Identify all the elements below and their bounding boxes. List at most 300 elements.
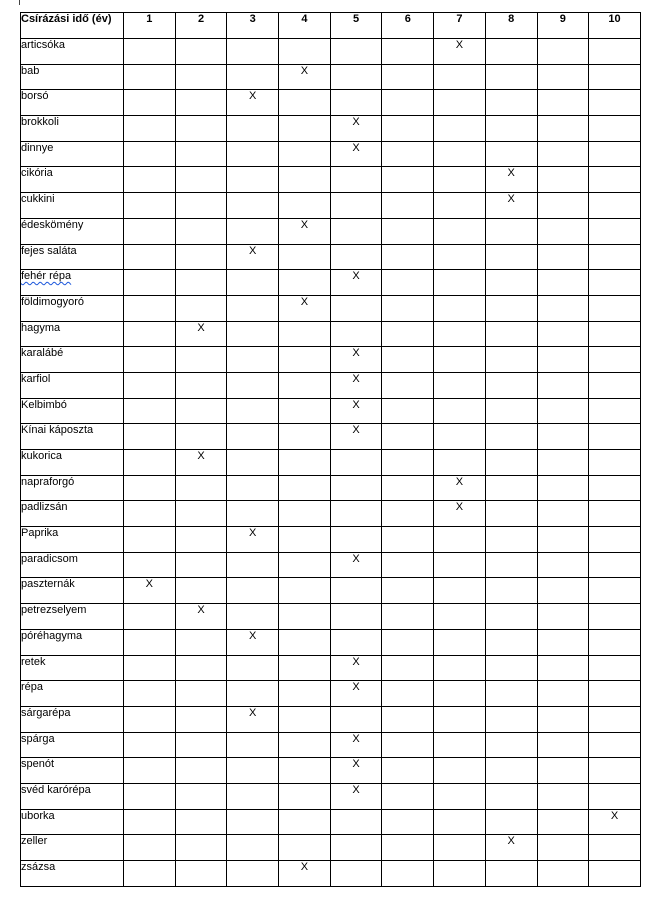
row-label-cell[interactable] (21, 295, 124, 321)
germination-mark-cell[interactable]: X (330, 347, 382, 373)
empty-cell[interactable] (175, 167, 227, 193)
empty-cell[interactable] (382, 578, 434, 604)
empty-cell[interactable] (589, 167, 641, 193)
empty-cell[interactable] (227, 604, 279, 630)
empty-cell[interactable] (227, 835, 279, 861)
empty-cell[interactable] (485, 552, 537, 578)
row-label-cell[interactable] (21, 218, 124, 244)
empty-cell[interactable] (227, 681, 279, 707)
empty-cell[interactable] (485, 706, 537, 732)
empty-cell[interactable] (330, 193, 382, 219)
empty-cell[interactable] (279, 372, 331, 398)
empty-cell[interactable] (175, 64, 227, 90)
empty-cell[interactable] (227, 809, 279, 835)
empty-cell[interactable] (434, 552, 486, 578)
empty-cell[interactable] (485, 681, 537, 707)
germination-mark-cell[interactable]: X (330, 398, 382, 424)
empty-cell[interactable] (485, 39, 537, 65)
row-label-cell[interactable] (21, 398, 124, 424)
empty-cell[interactable] (330, 167, 382, 193)
empty-cell[interactable] (175, 39, 227, 65)
empty-cell[interactable] (434, 809, 486, 835)
empty-cell[interactable] (589, 90, 641, 116)
empty-cell[interactable] (589, 527, 641, 553)
empty-cell[interactable] (485, 295, 537, 321)
empty-cell[interactable] (434, 372, 486, 398)
empty-cell[interactable] (485, 501, 537, 527)
empty-cell[interactable] (124, 861, 176, 887)
row-label-cell[interactable] (21, 141, 124, 167)
germination-mark-cell[interactable]: X (589, 809, 641, 835)
empty-cell[interactable] (279, 578, 331, 604)
empty-cell[interactable] (537, 39, 589, 65)
empty-cell[interactable] (175, 193, 227, 219)
empty-cell[interactable] (537, 681, 589, 707)
germination-mark-cell[interactable]: X (330, 758, 382, 784)
empty-cell[interactable] (124, 783, 176, 809)
empty-cell[interactable] (227, 270, 279, 296)
germination-mark-cell[interactable]: X (227, 244, 279, 270)
header-col-9[interactable]: 9 (537, 13, 589, 39)
empty-cell[interactable] (175, 295, 227, 321)
empty-cell[interactable] (434, 783, 486, 809)
empty-cell[interactable] (175, 861, 227, 887)
empty-cell[interactable] (485, 783, 537, 809)
row-label-cell[interactable] (21, 347, 124, 373)
empty-cell[interactable] (537, 218, 589, 244)
empty-cell[interactable] (279, 39, 331, 65)
empty-cell[interactable] (382, 783, 434, 809)
empty-cell[interactable] (537, 372, 589, 398)
empty-cell[interactable] (537, 604, 589, 630)
empty-cell[interactable] (227, 475, 279, 501)
empty-cell[interactable] (537, 295, 589, 321)
empty-cell[interactable] (485, 321, 537, 347)
empty-cell[interactable] (382, 552, 434, 578)
germination-mark-cell[interactable]: X (434, 501, 486, 527)
empty-cell[interactable] (589, 218, 641, 244)
empty-cell[interactable] (485, 604, 537, 630)
row-label-cell[interactable] (21, 270, 124, 296)
empty-cell[interactable] (279, 501, 331, 527)
empty-cell[interactable] (124, 424, 176, 450)
row-label-cell[interactable] (21, 835, 124, 861)
row-label-cell[interactable] (21, 758, 124, 784)
row-label-cell[interactable] (21, 90, 124, 116)
empty-cell[interactable] (434, 321, 486, 347)
germination-mark-cell[interactable]: X (330, 783, 382, 809)
empty-cell[interactable] (124, 835, 176, 861)
empty-cell[interactable] (485, 629, 537, 655)
empty-cell[interactable] (279, 347, 331, 373)
empty-cell[interactable] (175, 116, 227, 142)
empty-cell[interactable] (124, 629, 176, 655)
empty-cell[interactable] (124, 167, 176, 193)
row-label-cell[interactable] (21, 527, 124, 553)
empty-cell[interactable] (175, 835, 227, 861)
empty-cell[interactable] (537, 116, 589, 142)
header-col-1[interactable]: 1 (124, 13, 176, 39)
empty-cell[interactable] (175, 398, 227, 424)
empty-cell[interactable] (124, 501, 176, 527)
empty-cell[interactable] (537, 861, 589, 887)
empty-cell[interactable] (589, 552, 641, 578)
germination-mark-cell[interactable]: X (175, 604, 227, 630)
germination-mark-cell[interactable]: X (124, 578, 176, 604)
empty-cell[interactable] (537, 655, 589, 681)
row-label-cell[interactable] (21, 424, 124, 450)
empty-cell[interactable] (537, 141, 589, 167)
empty-cell[interactable] (124, 347, 176, 373)
empty-cell[interactable] (279, 141, 331, 167)
empty-cell[interactable] (537, 732, 589, 758)
empty-cell[interactable] (330, 295, 382, 321)
empty-cell[interactable] (227, 167, 279, 193)
empty-cell[interactable] (279, 193, 331, 219)
empty-cell[interactable] (537, 501, 589, 527)
empty-cell[interactable] (330, 706, 382, 732)
empty-cell[interactable] (279, 116, 331, 142)
empty-cell[interactable] (382, 141, 434, 167)
germination-mark-cell[interactable]: X (330, 552, 382, 578)
empty-cell[interactable] (485, 809, 537, 835)
empty-cell[interactable] (227, 295, 279, 321)
empty-cell[interactable] (589, 141, 641, 167)
header-col-2[interactable]: 2 (175, 13, 227, 39)
germination-mark-cell[interactable]: X (330, 270, 382, 296)
empty-cell[interactable] (485, 450, 537, 476)
empty-cell[interactable] (279, 835, 331, 861)
empty-cell[interactable] (537, 809, 589, 835)
empty-cell[interactable] (485, 141, 537, 167)
empty-cell[interactable] (382, 809, 434, 835)
empty-cell[interactable] (589, 861, 641, 887)
empty-cell[interactable] (124, 244, 176, 270)
empty-cell[interactable] (227, 39, 279, 65)
empty-cell[interactable] (382, 218, 434, 244)
empty-cell[interactable] (537, 475, 589, 501)
empty-cell[interactable] (227, 347, 279, 373)
germination-mark-cell[interactable]: X (330, 116, 382, 142)
empty-cell[interactable] (175, 809, 227, 835)
empty-cell[interactable] (124, 475, 176, 501)
empty-cell[interactable] (434, 629, 486, 655)
empty-cell[interactable] (537, 783, 589, 809)
germination-mark-cell[interactable]: X (279, 64, 331, 90)
empty-cell[interactable] (227, 193, 279, 219)
row-label-cell[interactable] (21, 193, 124, 219)
germination-mark-cell[interactable]: X (330, 732, 382, 758)
empty-cell[interactable] (279, 783, 331, 809)
empty-cell[interactable] (537, 167, 589, 193)
empty-cell[interactable] (227, 450, 279, 476)
empty-cell[interactable] (124, 295, 176, 321)
germination-mark-cell[interactable]: X (279, 218, 331, 244)
empty-cell[interactable] (124, 321, 176, 347)
empty-cell[interactable] (175, 578, 227, 604)
empty-cell[interactable] (382, 39, 434, 65)
empty-cell[interactable] (382, 501, 434, 527)
row-label-cell[interactable] (21, 116, 124, 142)
row-label-cell[interactable] (21, 783, 124, 809)
empty-cell[interactable] (124, 64, 176, 90)
empty-cell[interactable] (589, 295, 641, 321)
empty-cell[interactable] (330, 527, 382, 553)
empty-cell[interactable] (124, 758, 176, 784)
empty-cell[interactable] (485, 861, 537, 887)
empty-cell[interactable] (589, 783, 641, 809)
germination-mark-cell[interactable]: X (227, 629, 279, 655)
row-label-cell[interactable] (21, 732, 124, 758)
empty-cell[interactable] (330, 501, 382, 527)
empty-cell[interactable] (175, 90, 227, 116)
empty-cell[interactable] (175, 783, 227, 809)
empty-cell[interactable] (382, 450, 434, 476)
empty-cell[interactable] (589, 475, 641, 501)
empty-cell[interactable] (434, 141, 486, 167)
empty-cell[interactable] (589, 64, 641, 90)
empty-cell[interactable] (227, 398, 279, 424)
empty-cell[interactable] (537, 629, 589, 655)
empty-cell[interactable] (537, 527, 589, 553)
header-col-7[interactable]: 7 (434, 13, 486, 39)
empty-cell[interactable] (537, 835, 589, 861)
empty-cell[interactable] (589, 835, 641, 861)
empty-cell[interactable] (124, 604, 176, 630)
empty-cell[interactable] (279, 604, 331, 630)
empty-cell[interactable] (227, 783, 279, 809)
empty-cell[interactable] (175, 141, 227, 167)
empty-cell[interactable] (175, 347, 227, 373)
empty-cell[interactable] (537, 450, 589, 476)
empty-cell[interactable] (124, 218, 176, 244)
empty-cell[interactable] (434, 295, 486, 321)
empty-cell[interactable] (589, 193, 641, 219)
empty-cell[interactable] (279, 655, 331, 681)
empty-cell[interactable] (434, 527, 486, 553)
empty-cell[interactable] (227, 64, 279, 90)
empty-cell[interactable] (485, 64, 537, 90)
empty-cell[interactable] (227, 758, 279, 784)
empty-cell[interactable] (175, 270, 227, 296)
empty-cell[interactable] (124, 398, 176, 424)
row-label-cell[interactable] (21, 501, 124, 527)
empty-cell[interactable] (589, 424, 641, 450)
header-col-10[interactable]: 10 (589, 13, 641, 39)
empty-cell[interactable] (589, 347, 641, 373)
empty-cell[interactable] (279, 90, 331, 116)
empty-cell[interactable] (382, 398, 434, 424)
empty-cell[interactable] (227, 424, 279, 450)
empty-cell[interactable] (175, 629, 227, 655)
empty-cell[interactable] (124, 270, 176, 296)
empty-cell[interactable] (434, 244, 486, 270)
empty-cell[interactable] (589, 398, 641, 424)
germination-mark-cell[interactable]: X (279, 861, 331, 887)
germination-mark-cell[interactable]: X (175, 321, 227, 347)
empty-cell[interactable] (227, 321, 279, 347)
empty-cell[interactable] (175, 681, 227, 707)
germination-mark-cell[interactable]: X (330, 424, 382, 450)
germination-mark-cell[interactable]: X (175, 450, 227, 476)
empty-cell[interactable] (382, 295, 434, 321)
empty-cell[interactable] (279, 681, 331, 707)
empty-cell[interactable] (279, 167, 331, 193)
empty-cell[interactable] (589, 372, 641, 398)
row-label-cell[interactable] (21, 450, 124, 476)
header-col-3[interactable]: 3 (227, 13, 279, 39)
empty-cell[interactable] (589, 681, 641, 707)
empty-cell[interactable] (382, 90, 434, 116)
empty-cell[interactable] (227, 501, 279, 527)
empty-cell[interactable] (434, 64, 486, 90)
empty-cell[interactable] (279, 475, 331, 501)
germination-mark-cell[interactable]: X (330, 141, 382, 167)
empty-cell[interactable] (124, 706, 176, 732)
empty-cell[interactable] (434, 681, 486, 707)
empty-cell[interactable] (124, 809, 176, 835)
empty-cell[interactable] (279, 706, 331, 732)
row-label-cell[interactable] (21, 809, 124, 835)
empty-cell[interactable] (537, 193, 589, 219)
empty-cell[interactable] (124, 141, 176, 167)
empty-cell[interactable] (382, 270, 434, 296)
empty-cell[interactable] (330, 321, 382, 347)
empty-cell[interactable] (485, 372, 537, 398)
empty-cell[interactable] (382, 604, 434, 630)
empty-cell[interactable] (227, 578, 279, 604)
empty-cell[interactable] (434, 655, 486, 681)
empty-cell[interactable] (485, 116, 537, 142)
empty-cell[interactable] (175, 706, 227, 732)
germination-mark-cell[interactable]: X (485, 193, 537, 219)
empty-cell[interactable] (485, 347, 537, 373)
empty-cell[interactable] (434, 193, 486, 219)
empty-cell[interactable] (279, 424, 331, 450)
empty-cell[interactable] (485, 244, 537, 270)
empty-cell[interactable] (589, 629, 641, 655)
empty-cell[interactable] (589, 501, 641, 527)
empty-cell[interactable] (537, 270, 589, 296)
empty-cell[interactable] (589, 270, 641, 296)
row-label-cell[interactable] (21, 604, 124, 630)
empty-cell[interactable] (382, 681, 434, 707)
empty-cell[interactable] (124, 527, 176, 553)
row-label-cell[interactable] (21, 578, 124, 604)
empty-cell[interactable] (124, 655, 176, 681)
empty-cell[interactable] (382, 424, 434, 450)
row-label-cell[interactable] (21, 629, 124, 655)
empty-cell[interactable] (175, 732, 227, 758)
empty-cell[interactable] (175, 758, 227, 784)
empty-cell[interactable] (485, 732, 537, 758)
empty-cell[interactable] (279, 398, 331, 424)
empty-cell[interactable] (330, 475, 382, 501)
row-label-cell[interactable] (21, 64, 124, 90)
empty-cell[interactable] (330, 64, 382, 90)
empty-cell[interactable] (382, 193, 434, 219)
empty-cell[interactable] (434, 398, 486, 424)
empty-cell[interactable] (382, 629, 434, 655)
empty-cell[interactable] (537, 578, 589, 604)
empty-cell[interactable] (279, 629, 331, 655)
row-label-cell[interactable] (21, 167, 124, 193)
empty-cell[interactable] (279, 758, 331, 784)
empty-cell[interactable] (227, 861, 279, 887)
empty-cell[interactable] (175, 527, 227, 553)
empty-cell[interactable] (485, 578, 537, 604)
empty-cell[interactable] (124, 732, 176, 758)
empty-cell[interactable] (330, 218, 382, 244)
germination-mark-cell[interactable]: X (434, 39, 486, 65)
row-label-cell[interactable] (21, 372, 124, 398)
empty-cell[interactable] (175, 475, 227, 501)
empty-cell[interactable] (330, 861, 382, 887)
empty-cell[interactable] (330, 809, 382, 835)
empty-cell[interactable] (537, 244, 589, 270)
empty-cell[interactable] (434, 604, 486, 630)
empty-cell[interactable] (537, 64, 589, 90)
empty-cell[interactable] (537, 424, 589, 450)
empty-cell[interactable] (279, 527, 331, 553)
empty-cell[interactable] (175, 501, 227, 527)
empty-cell[interactable] (330, 629, 382, 655)
empty-cell[interactable] (330, 90, 382, 116)
germination-mark-cell[interactable]: X (485, 835, 537, 861)
empty-cell[interactable] (537, 706, 589, 732)
empty-cell[interactable] (279, 450, 331, 476)
empty-cell[interactable] (330, 450, 382, 476)
empty-cell[interactable] (382, 732, 434, 758)
empty-cell[interactable] (382, 244, 434, 270)
empty-cell[interactable] (382, 116, 434, 142)
germination-mark-cell[interactable]: X (227, 706, 279, 732)
germination-mark-cell[interactable]: X (330, 655, 382, 681)
empty-cell[interactable] (485, 758, 537, 784)
empty-cell[interactable] (330, 39, 382, 65)
empty-cell[interactable] (485, 475, 537, 501)
germination-mark-cell[interactable]: X (330, 681, 382, 707)
empty-cell[interactable] (279, 552, 331, 578)
empty-cell[interactable] (279, 321, 331, 347)
empty-cell[interactable] (227, 655, 279, 681)
empty-cell[interactable] (330, 244, 382, 270)
empty-cell[interactable] (124, 193, 176, 219)
empty-cell[interactable] (279, 270, 331, 296)
empty-cell[interactable] (589, 758, 641, 784)
empty-cell[interactable] (124, 39, 176, 65)
empty-cell[interactable] (175, 655, 227, 681)
empty-cell[interactable] (124, 116, 176, 142)
empty-cell[interactable] (537, 347, 589, 373)
row-label-cell[interactable] (21, 244, 124, 270)
row-label-cell[interactable] (21, 552, 124, 578)
empty-cell[interactable] (124, 372, 176, 398)
empty-cell[interactable] (279, 809, 331, 835)
empty-cell[interactable] (589, 578, 641, 604)
empty-cell[interactable] (589, 450, 641, 476)
empty-cell[interactable] (382, 758, 434, 784)
row-label-cell[interactable] (21, 655, 124, 681)
empty-cell[interactable] (434, 758, 486, 784)
empty-cell[interactable] (485, 424, 537, 450)
empty-cell[interactable] (485, 218, 537, 244)
empty-cell[interactable] (434, 116, 486, 142)
empty-cell[interactable] (537, 552, 589, 578)
empty-cell[interactable] (434, 270, 486, 296)
germination-mark-cell[interactable]: X (330, 372, 382, 398)
empty-cell[interactable] (227, 141, 279, 167)
